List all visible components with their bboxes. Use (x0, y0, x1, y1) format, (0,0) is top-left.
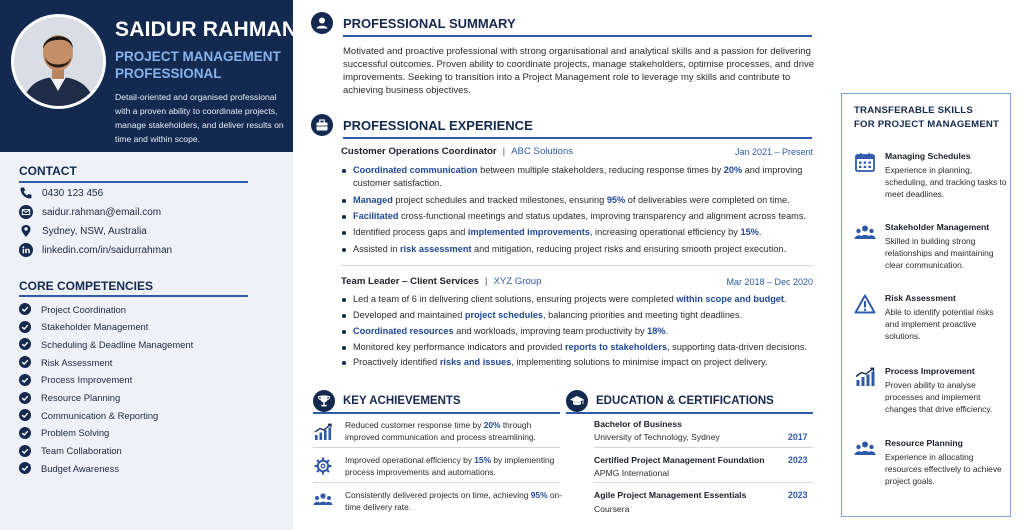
contact-phone-text: 0430 123 456 (42, 187, 104, 199)
growth-chart-icon (313, 422, 333, 442)
competency-label: Risk Assessment (41, 356, 113, 368)
text-segment: and improving customer satisfaction. (353, 165, 803, 188)
text-segment: on-time delivery rate. (345, 490, 562, 512)
competency-item (19, 444, 122, 458)
highlight-text: implemented improvements (467, 227, 590, 237)
text-segment: of deliverables were completed on time. (625, 195, 790, 205)
summary-icon-badge (311, 12, 333, 34)
check-circle-icon (19, 356, 31, 368)
contact-location (19, 223, 147, 239)
candidate-intro: Detail-oriented and organised professional with a proven ability to coordinate projects, manage stakeholders, and deliver results on time and within scope. (115, 92, 284, 144)
skill-1-desc: Experience in planning, scheduling, and tracking tasks to meet deadlines. (885, 165, 1007, 199)
education-2-year: 2023 (788, 455, 808, 465)
job-bullet (353, 309, 815, 322)
text-segment: , implementing solutions to minimise impact on project delivery. (511, 357, 768, 367)
achievements-title: KEY ACHIEVEMENTS (343, 395, 461, 407)
check-circle-icon (19, 374, 31, 386)
competency-label: Scheduling & Deadline Management (41, 338, 194, 350)
job-2-title: Team Leader – Client Services (341, 276, 479, 287)
skill-2-name: Stakeholder Management (885, 222, 990, 232)
competency-label: Resource Planning (41, 392, 121, 403)
competency-item (19, 391, 120, 405)
contact-phone[interactable] (19, 185, 103, 201)
contact-email-text: saidur.rahman@email.com (42, 206, 162, 218)
gear-icon (313, 456, 333, 476)
chart-icon (854, 366, 876, 388)
warning-icon (854, 293, 876, 315)
competency-item (19, 461, 119, 475)
text-segment: project schedules and tracked milestones, ensuring (392, 195, 607, 205)
check-circle-icon (19, 462, 31, 474)
check-circle-icon (19, 338, 31, 350)
education-3-degree: Agile Project Management Essentials (594, 490, 747, 500)
competency-item (19, 373, 132, 387)
text-segment: Identified process gaps and (353, 227, 468, 237)
highlight-text: risk assessment (399, 244, 472, 254)
job-bullet (353, 226, 815, 239)
competency-label: Budget Awareness (41, 462, 120, 474)
text-segment: Monitored key performance indicators and provided (353, 342, 565, 352)
competency-label: Team Collaboration (41, 445, 122, 457)
graduation-cap-icon (566, 390, 588, 412)
contact-rule (19, 181, 248, 183)
achievement-1 (345, 419, 567, 443)
skills-title (854, 104, 999, 132)
competency-item (19, 320, 148, 334)
highlight-text: Coordinated resources (353, 326, 454, 336)
text-segment: Reduced customer response time by (345, 420, 484, 430)
job-1-header (341, 146, 573, 157)
job-bullet (353, 341, 815, 354)
location-icon (19, 224, 33, 238)
achievement-divider-2 (313, 482, 560, 483)
summary-title: PROFESSIONAL SUMMARY (343, 16, 516, 31)
text-segment: Improved operational efficiency by (345, 455, 475, 465)
skill-5-desc: Experience in allocating resources effectively to achieve project goals. (885, 452, 1002, 486)
text-segment: by implementing process improvements and automations. (345, 455, 555, 477)
job-bullet (353, 210, 815, 223)
experience-icon-badge (311, 114, 333, 136)
highlight-text: 15% (740, 227, 759, 237)
job-2-separator: | (484, 276, 488, 287)
text-segment: , balancing priorities and meeting tight deadlines. (543, 310, 743, 320)
skill-5-name: Resource Planning (885, 438, 963, 448)
contact-linkedin[interactable] (19, 242, 172, 258)
highlight-text: risks and issues (439, 357, 512, 367)
trophy-icon (313, 390, 335, 412)
job-1-company: ABC Solutions (511, 146, 574, 157)
skill-3-desc: Able to identify potential risks and implement proactive solutions. (885, 307, 994, 341)
job-bullet (353, 164, 815, 190)
text-segment: between multiple stakeholders, reducing response times by (477, 165, 724, 175)
highlight-text: project schedules (464, 310, 543, 320)
education-2-degree: Certified Project Management Foundation (594, 455, 765, 465)
job-bullet (353, 243, 815, 256)
highlight-text: 20% (723, 165, 743, 175)
skill-3-name: Risk Assessment (885, 293, 956, 303)
team-icon (313, 490, 333, 510)
job-bullet (353, 293, 815, 306)
competency-label: Project Coordination (41, 303, 126, 315)
education-title: EDUCATION & CERTIFICATIONS (596, 395, 774, 407)
text-segment: Proactively identified (353, 357, 440, 367)
education-1-school: University of Technology, Sydney (594, 432, 720, 442)
job-1-dates: Jan 2021 – Present (734, 147, 813, 157)
education-3-school: Coursera (594, 504, 630, 514)
contact-email[interactable] (19, 204, 161, 220)
highlight-text: Managed (353, 195, 393, 205)
text-segment: , increasing operational efficiency by (589, 227, 741, 237)
competency-label: Process Improvement (41, 374, 133, 386)
achievement-2 (345, 454, 565, 478)
job-2-company: XYZ Group (493, 276, 542, 287)
highlight-text: reports to stakeholders (564, 342, 668, 352)
job-divider (341, 265, 813, 266)
education-2-school: APMG International (594, 468, 669, 478)
competency-item (19, 426, 109, 440)
competencies-title: CORE COMPETENCIES (19, 279, 154, 293)
competency-label: Problem Solving (41, 427, 110, 439)
contact-title: CONTACT (19, 164, 77, 178)
text-segment: Developed and maintained (353, 310, 465, 320)
text-segment: . (665, 326, 669, 336)
achievement-3 (345, 489, 565, 513)
highlight-text: Facilitated (353, 211, 399, 221)
contact-linkedin-text: linkedin.com/in/saidurrahman (42, 244, 173, 256)
achievements-icon-badge (313, 390, 335, 412)
education-1-year: 2017 (788, 432, 808, 442)
highlight-text: within scope and budget (676, 294, 784, 304)
highlight-text: 95% (606, 195, 626, 205)
education-3-year: 2023 (788, 490, 808, 500)
education-icon-badge (566, 390, 588, 412)
avatar (11, 14, 106, 109)
check-circle-icon (19, 409, 31, 421)
people-icon (854, 438, 876, 460)
experience-title: PROFESSIONAL EXPERIENCE (343, 118, 533, 133)
check-circle-icon (19, 392, 31, 404)
text-segment: . (783, 294, 787, 304)
competency-item (19, 355, 112, 369)
achievement-divider-1 (313, 447, 560, 448)
job-bullet (353, 194, 815, 207)
text-segment: through improved communication and process streamlining. (345, 420, 536, 442)
job-2-dates: Mar 2018 – Dec 2020 (726, 277, 813, 287)
profile-header (0, 0, 298, 152)
text-segment: Assisted in (353, 244, 400, 254)
education-divider-1 (594, 447, 813, 448)
candidate-name: SAIDUR RAHMAN (115, 18, 298, 41)
contact-location-text: Sydney, NSW, Australia (42, 225, 147, 237)
competency-item (19, 408, 158, 422)
summary-rule (343, 35, 812, 37)
competency-item (19, 337, 193, 351)
education-1-degree: Bachelor of Business (594, 419, 682, 429)
people-icon (854, 222, 876, 244)
education-divider-2 (594, 482, 813, 483)
highlight-text: 18% (647, 326, 666, 336)
text-segment: , supporting data-driven decisions. (667, 342, 807, 352)
competency-label: Communication & Reporting (41, 409, 159, 421)
check-circle-icon (19, 303, 31, 315)
summary-text: Motivated and proactive professional with strong organisational and analytical skills and a passion for delivering successful outcomes. Proven ability to coordinate projects, manage stakeholders, optimise processes, and drive improvements. Seeking to transition into a Project Management role to leverage my skills and contribute to achieving business objectives. (343, 46, 815, 96)
highlight-text: 95% (530, 490, 548, 500)
education-rule (566, 412, 813, 414)
job-bullet (353, 325, 815, 338)
candidate-role: PROJECT MANAGEMENT PROFESSIONAL (115, 49, 281, 81)
highlight-text: Coordinated communication (353, 165, 478, 175)
text-segment: and workloads, improving team productivity by (453, 326, 648, 336)
job-2-header (341, 276, 541, 287)
text-segment: Consistently delivered projects on time, achieving (345, 490, 531, 500)
text-segment: Led a team of 6 in delivering client solutions, ensuring projects were completed (353, 294, 677, 304)
check-circle-icon (19, 427, 31, 439)
highlight-text: 20% (483, 420, 501, 430)
skill-4-desc: Proven ability to analyse processes and implement changes that drive efficiency. (885, 380, 993, 414)
email-icon (19, 205, 33, 219)
transferable-skills-panel (841, 93, 1011, 517)
job-1-separator: | (502, 146, 506, 157)
job-bullet (353, 356, 815, 369)
skills-title-line-1: TRANSFERABLE SKILLS (854, 105, 973, 116)
skill-4-name: Process Improvement (885, 366, 975, 376)
highlight-text: 15% (474, 455, 492, 465)
competency-item (19, 302, 126, 316)
achievements-rule (313, 412, 560, 414)
job-1-title: Customer Operations Coordinator (341, 146, 497, 157)
text-segment: cross-functional meetings and status updates, improving transparency and alignment across teams. (398, 211, 806, 221)
skills-title-line-2: FOR PROJECT MANAGEMENT (854, 119, 1000, 130)
competencies-rule (19, 295, 248, 297)
text-segment: and mitigation, reducing project risks and ensuring smooth project execution. (471, 244, 787, 254)
competency-label: Stakeholder Management (41, 321, 149, 333)
check-circle-icon (19, 445, 31, 457)
skill-2-desc: Skilled in building strong relationships and maintaining clear communication. (885, 236, 994, 270)
skill-1-name: Managing Schedules (885, 151, 971, 161)
calendar-icon (854, 151, 876, 173)
text-segment: . (758, 227, 762, 237)
briefcase-icon (311, 114, 333, 136)
phone-icon (19, 186, 33, 200)
person-icon (311, 12, 333, 34)
check-circle-icon (19, 321, 31, 333)
experience-rule (343, 137, 812, 139)
linkedin-icon (19, 243, 33, 257)
